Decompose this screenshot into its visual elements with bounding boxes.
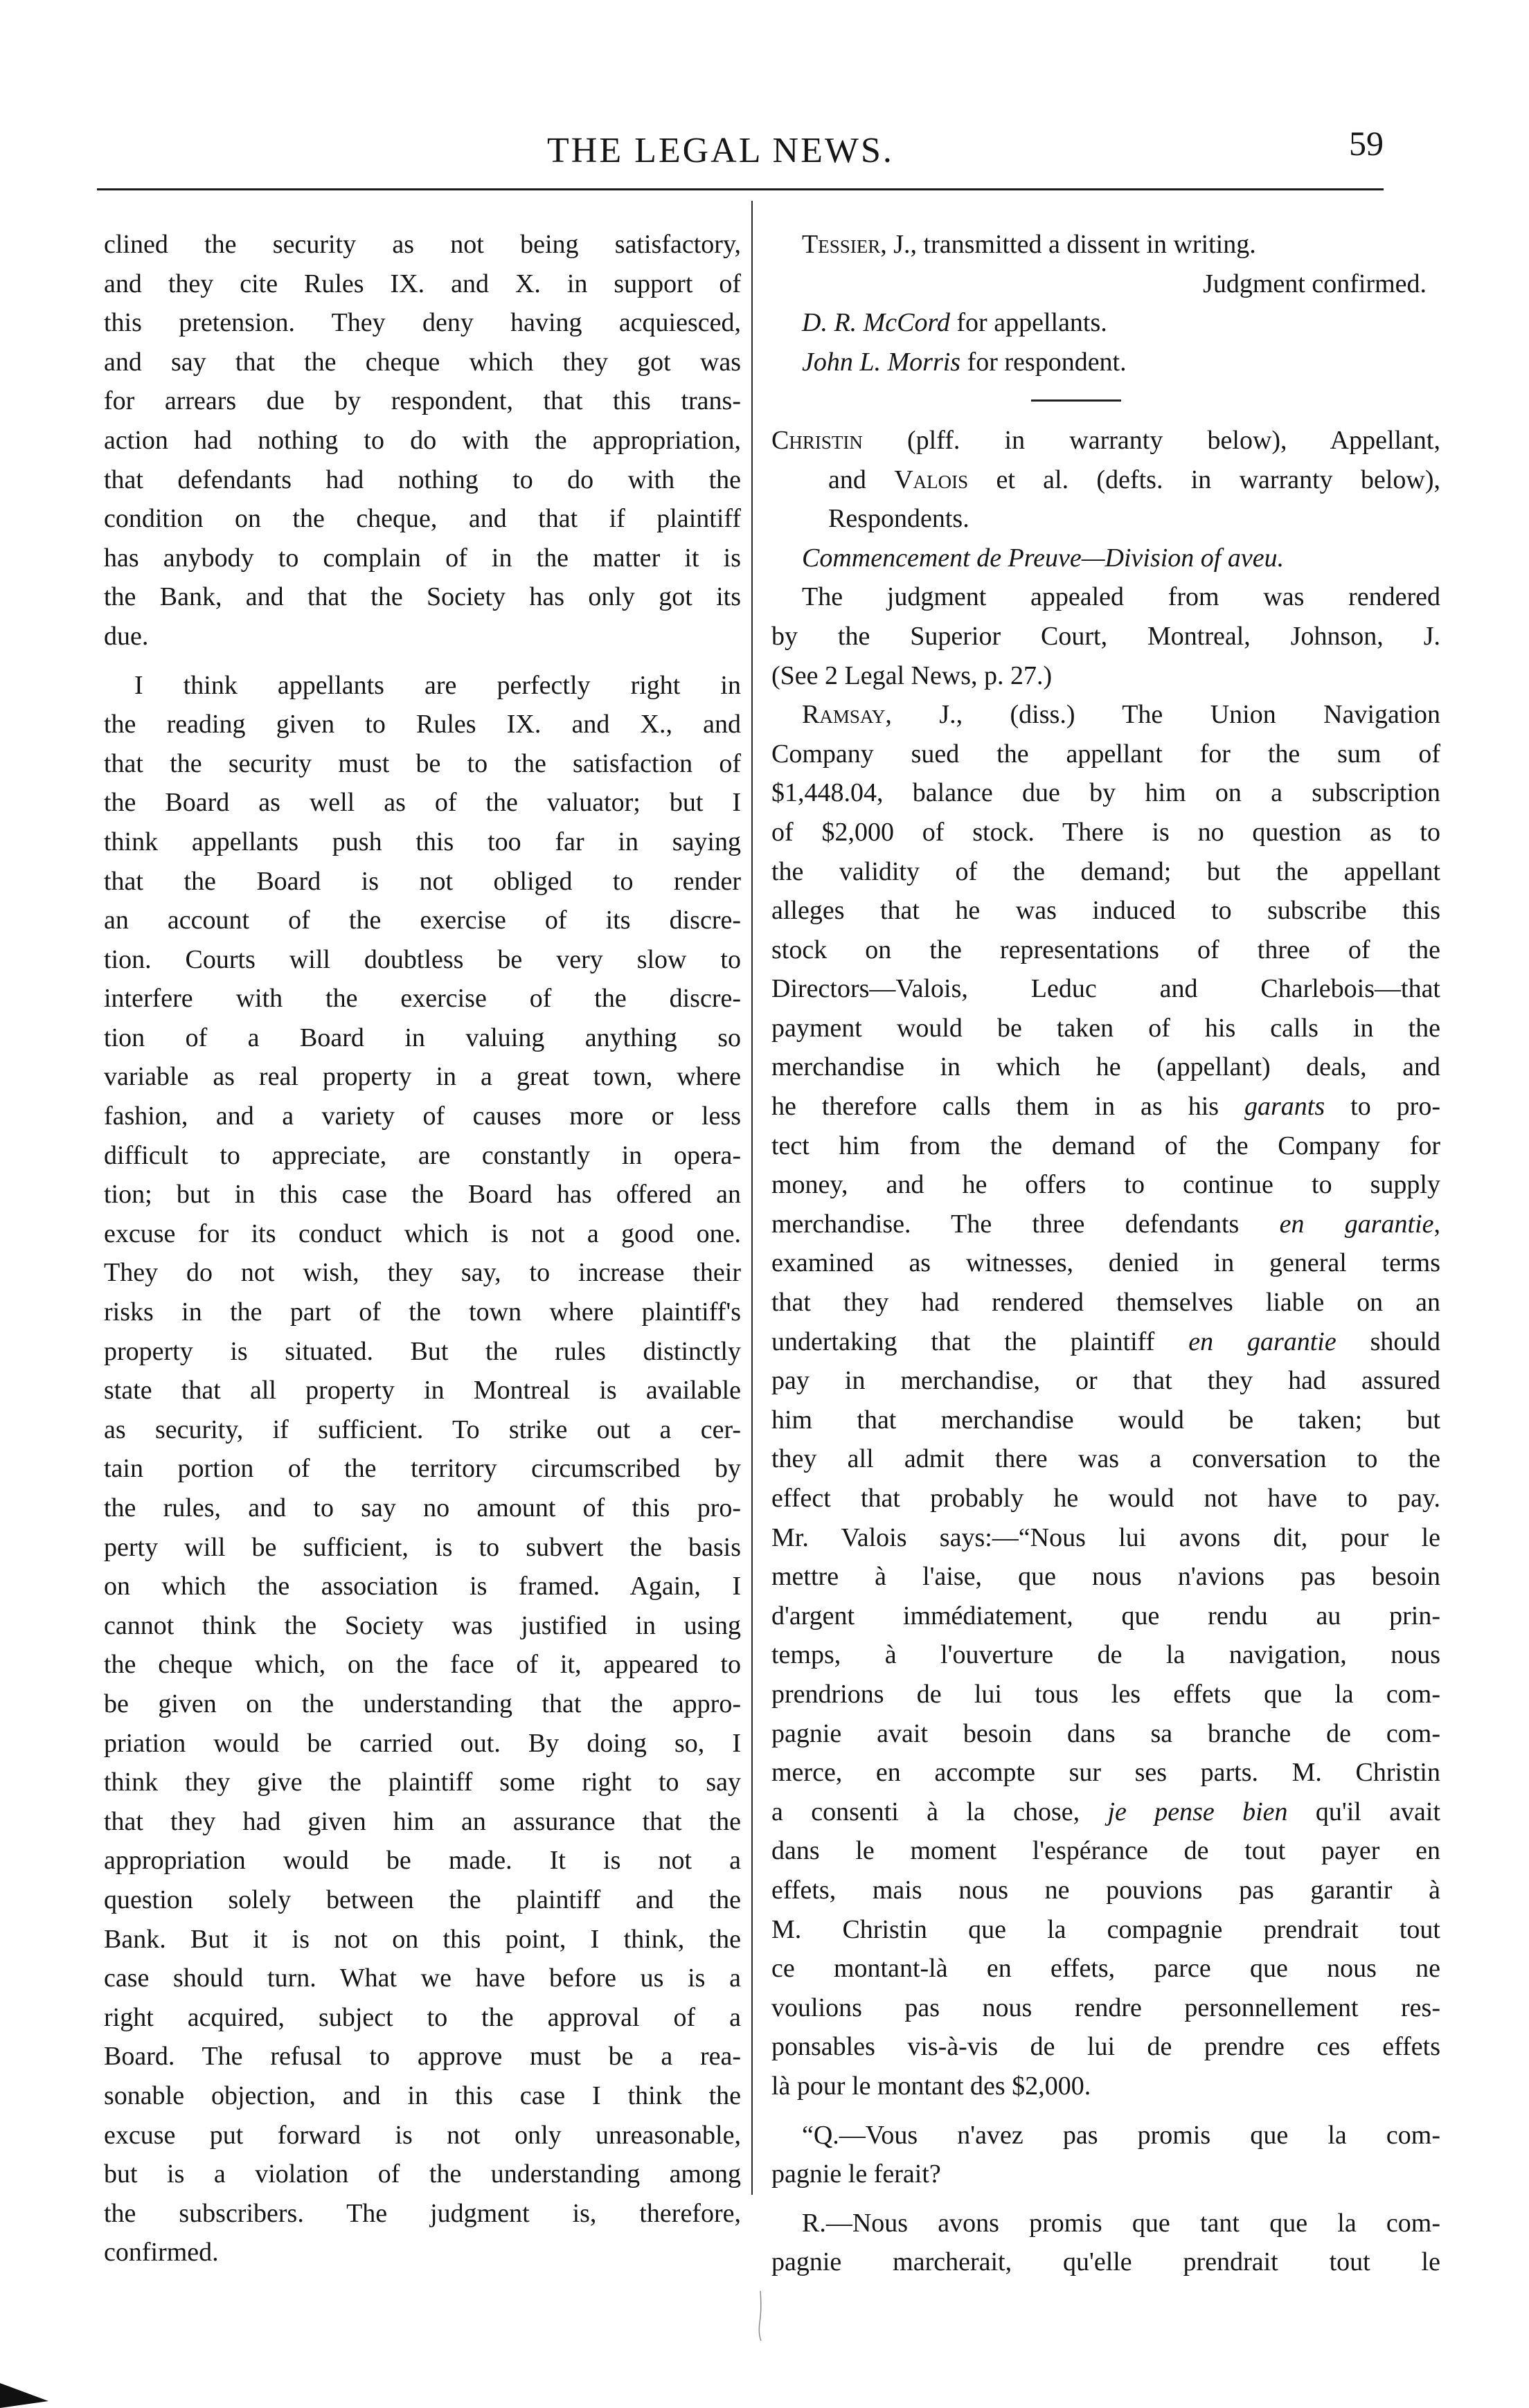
text-line: tion of a Board in valuing anything so [104, 1023, 741, 1052]
text-line: M. Christin que la compagnie prendrait tout [771, 1914, 1440, 1944]
ink-speck [756, 2288, 764, 2344]
text-line: alleges that he was induced to subscribe this [771, 896, 1440, 926]
text-span: , J., transmitted a dissent in writing. [880, 230, 1256, 259]
text-line: of $2,000 of stock. There is no question as to [771, 817, 1440, 847]
text-line: think appellants push this too far in saying [104, 827, 741, 856]
text-line: Bank. But it is not on this point, I think, the [104, 1924, 741, 1954]
text-line: they all admit there was a conversation to the [771, 1444, 1440, 1474]
party-name: Christin [771, 425, 863, 455]
intro-paragraph [771, 577, 1440, 695]
text-line: excuse for its conduct which is not a good one. [104, 1219, 741, 1248]
text-line: the subscribers. The judgment is, therefore, [104, 2198, 741, 2228]
text-line: cannot think the Society was justified in using [104, 1610, 741, 1640]
text-line: fashion, and a variety of causes more or less [104, 1102, 741, 1131]
text-line: question solely between the plaintiff and the [104, 1885, 741, 1914]
divider-line [1031, 399, 1121, 402]
text-line: tect him from the demand of the Company for [771, 1131, 1440, 1160]
text-line: confirmed. [104, 2238, 219, 2267]
text-line: that they had rendered themselves liable on an [771, 1288, 1440, 1318]
text-line: merchandise in which he (appellant) deals, and [771, 1052, 1440, 1082]
text-span: should [1336, 1327, 1440, 1356]
text-line: tion; but in this case the Board has offered an [104, 1180, 741, 1210]
text-span: merchandise. The three defendants [771, 1209, 1280, 1239]
text-line: that the Board is not obliged to render [104, 866, 741, 896]
left-paragraph-1 [104, 225, 741, 656]
dissent-note [771, 225, 1440, 264]
text-line: voulions pas nous rendre personnellement res- [771, 1993, 1440, 2022]
text-line [771, 1205, 1440, 1244]
text-span: et al. (defts. in warranty below), [968, 465, 1440, 494]
page-edge-shadow [0, 2368, 208, 2408]
italic-term: je pense bien [1107, 1797, 1288, 1826]
caption-line: Respondents. [828, 504, 969, 534]
ink-speck-icon [756, 2288, 764, 2344]
left-paragraph-2 [104, 666, 741, 2272]
text-line: the Bank, and that the Society has only got its [104, 582, 741, 612]
judge-name: Tessier [802, 230, 881, 259]
paragraph-gap [771, 2194, 1440, 2204]
caption-line [771, 460, 1440, 500]
text-span: undertaking that the plaintiff [771, 1327, 1189, 1356]
text-line: that they had given him an assurance that the [104, 1806, 741, 1836]
text-line: on which the association is framed. Again, I [104, 1572, 741, 1601]
paragraph-gap [771, 2106, 1440, 2116]
text-line: dans le moment l'espérance de tout payer en [771, 1836, 1440, 1866]
text-line: as security, if sufficient. To strike out a cer- [104, 1414, 741, 1444]
party-name: Valois [894, 465, 969, 494]
headnote: Commencement de Preuve—Division of aveu. [802, 543, 1285, 573]
text-line: tion. Courts will doubtless be very slow to [104, 944, 741, 974]
text-line: risks in the part of the town where plaintiff's [104, 1297, 741, 1327]
judgment-line: Judgment confirmed. [1203, 269, 1427, 298]
header-rule [97, 188, 1384, 190]
text-line [771, 695, 1440, 735]
judge-name: Ramsay [802, 700, 886, 730]
text-line: The judgment appealed from was rendered [802, 582, 1440, 612]
text-line: variable as real property in a great town, where [104, 1062, 741, 1092]
caption-line [771, 421, 1440, 460]
text-line: d'argent immédiatement, que rendu au prin- [771, 1601, 1440, 1630]
counsel-respondent [771, 343, 1440, 382]
text-line: payment would be taken of his calls in the [771, 1013, 1440, 1043]
text-line: sonable objection, and in this case I think the [104, 2081, 741, 2110]
counsel-appellants [771, 303, 1440, 343]
text-line: Board. The refusal to approve must be a rea- [104, 2042, 741, 2072]
text-line: stock on the representations of three of the [771, 935, 1440, 964]
text-line: the Board as well as of the valuator; but I [104, 788, 741, 818]
text-span: , [1433, 1209, 1440, 1239]
paragraph-gap [104, 656, 741, 666]
text-line: là pour le montant des $2,000. [771, 2071, 1091, 2101]
text-line: that defendants had nothing to do with the [104, 465, 741, 494]
text-line: R.—Nous avons promis que tant que la com- [802, 2208, 1440, 2238]
text-span: for respondent. [960, 347, 1127, 377]
text-line: action had nothing to do with the appropriation, [104, 425, 741, 455]
text-line: perty will be sufficient, is to subvert the basis [104, 1532, 741, 1562]
page-title: THE LEGAL NEWS. [547, 131, 894, 170]
text-span: for appellants. [949, 308, 1107, 338]
text-line: examined as witnesses, denied in general terms [771, 1248, 1440, 1278]
text-line: and say that the cheque which they got was [104, 347, 741, 377]
text-line: interfere with the exercise of the discre- [104, 984, 741, 1014]
counsel-name: D. R. McCord [802, 308, 950, 338]
text-line: prendrions de lui tous les effets que la com- [771, 1679, 1440, 1709]
text-line: that the security must be to the satisfaction of [104, 748, 741, 778]
text-line: pagnie avait besoin dans sa branche de com- [771, 1718, 1440, 1748]
italic-term: garants [1244, 1092, 1325, 1122]
text-line: (See 2 Legal News, p. 27.) [771, 661, 1053, 690]
text-span: (plff. in warranty below), Appellant, [862, 425, 1440, 455]
text-span: qu'il avait [1287, 1797, 1441, 1826]
counsel-name: John L. Morris [802, 347, 961, 377]
text-line [771, 1087, 1440, 1126]
text-line: condition on the cheque, and that if plaintiff [104, 504, 741, 534]
right-column [771, 225, 1440, 2282]
text-span: , J., (diss.) The Union Navigation [885, 700, 1440, 730]
text-line: Company sued the appellant for the sum of [771, 739, 1440, 769]
text-line: by the Superior Court, Montreal, Johnson, J. [771, 621, 1440, 651]
answer-paragraph [771, 2204, 1440, 2282]
text-line: pagnie marcherait, qu'elle prendrait tout le [771, 2247, 1440, 2277]
text-line: property is situated. But the rules distinctly [104, 1336, 741, 1366]
text-line: excuse put forward is not only unreasonable, [104, 2120, 741, 2150]
text-line: due. [104, 621, 149, 651]
text-line: They do not wish, they say, to increase their [104, 1258, 741, 1288]
column-divider [751, 201, 753, 2195]
text-line: the validity of the demand; but the appellant [771, 856, 1440, 886]
text-line: state that all property in Montreal is available [104, 1376, 741, 1405]
text-line: I think appellants are perfectly right in [134, 670, 741, 700]
text-line: right acquired, subject to the approval of a [104, 2002, 741, 2032]
text-line: but is a violation of the understanding among [104, 2159, 741, 2189]
text-line: the rules, and to say no amount of this pro- [104, 1493, 741, 1522]
text-line: Directors—Valois, Leduc and Charlebois—that [771, 974, 1440, 1004]
text-line: and they cite Rules IX. and X. in support of [104, 269, 741, 298]
text-line: difficult to appreciate, are constantly in opera- [104, 1140, 741, 1170]
text-line: this pretension. They deny having acquiesced, [104, 308, 741, 338]
text-line: Mr. Valois says:—“Nous lui avons dit, pour le [771, 1522, 1440, 1552]
text-line: the reading given to Rules IX. and X., and [104, 710, 741, 739]
text-line: $1,448.04, balance due by him on a subscription [771, 778, 1440, 808]
text-line: for arrears due by respondent, that this trans- [104, 386, 741, 416]
italic-term: en garantie [1188, 1327, 1336, 1356]
text-line: money, and he offers to continue to supply [771, 1170, 1440, 1200]
text-span: he therefore calls them in as his [771, 1092, 1245, 1122]
text-line: pagnie le ferait? [771, 2159, 941, 2189]
text-line: the cheque which, on the face of it, appeared to [104, 1650, 741, 1680]
text-line: effets, mais nous ne pouvions pas garantir à [771, 1875, 1440, 1905]
text-line: pay in merchandise, or that they had assured [771, 1366, 1440, 1396]
text-span: to pro- [1325, 1092, 1440, 1122]
text-line: clined the security as not being satisfactory, [104, 230, 741, 259]
text-line: priation would be carried out. By doing so, I [104, 1728, 741, 1758]
section-divider [771, 381, 1440, 421]
italic-term: en garantie [1279, 1209, 1434, 1239]
text-line: think they give the plaintiff some right to say [104, 1768, 741, 1797]
running-head [0, 123, 1427, 179]
text-line: be given on the understanding that the appro- [104, 1689, 741, 1718]
text-line: appropriation would be made. It is not a [104, 1846, 741, 1876]
text-line: merce, en accompte sur ses parts. M. Christin [771, 1758, 1440, 1788]
text-line: tain portion of the territory circumscribed by [104, 1454, 741, 1484]
text-line: case should turn. What we have before us is a [104, 1964, 741, 1993]
text-line: temps, à l'ouverture de la navigation, nous [771, 1640, 1440, 1670]
text-span: and [828, 465, 895, 494]
text-line: mettre à l'aise, que nous n'avions pas besoin [771, 1562, 1440, 1592]
text-line: has anybody to complain of in the matter it is [104, 543, 741, 573]
text-span: a consenti à la chose, [771, 1797, 1108, 1826]
text-line: “Q.—Vous n'avez pas promis que la com- [802, 2120, 1440, 2150]
question-paragraph [771, 2116, 1440, 2194]
case-caption [771, 421, 1440, 539]
ramsay-opinion [771, 695, 1440, 2105]
page-number: 59 [1349, 124, 1384, 163]
text-line: him that merchandise would be taken; but [771, 1405, 1440, 1435]
page-edge-shadow-icon [0, 2368, 208, 2408]
text-line: ce montant-là en effets, parce que nous ne [771, 1954, 1440, 1984]
text-line [771, 1792, 1440, 1832]
text-line: ponsables vis-à-vis de lui de prendre ces effets [771, 2032, 1440, 2062]
text-line: effect that probably he would not have to pay. [771, 1484, 1440, 1513]
text-line [771, 1322, 1440, 1362]
text-line: an account of the exercise of its discre- [104, 906, 741, 935]
left-column [104, 225, 741, 2272]
